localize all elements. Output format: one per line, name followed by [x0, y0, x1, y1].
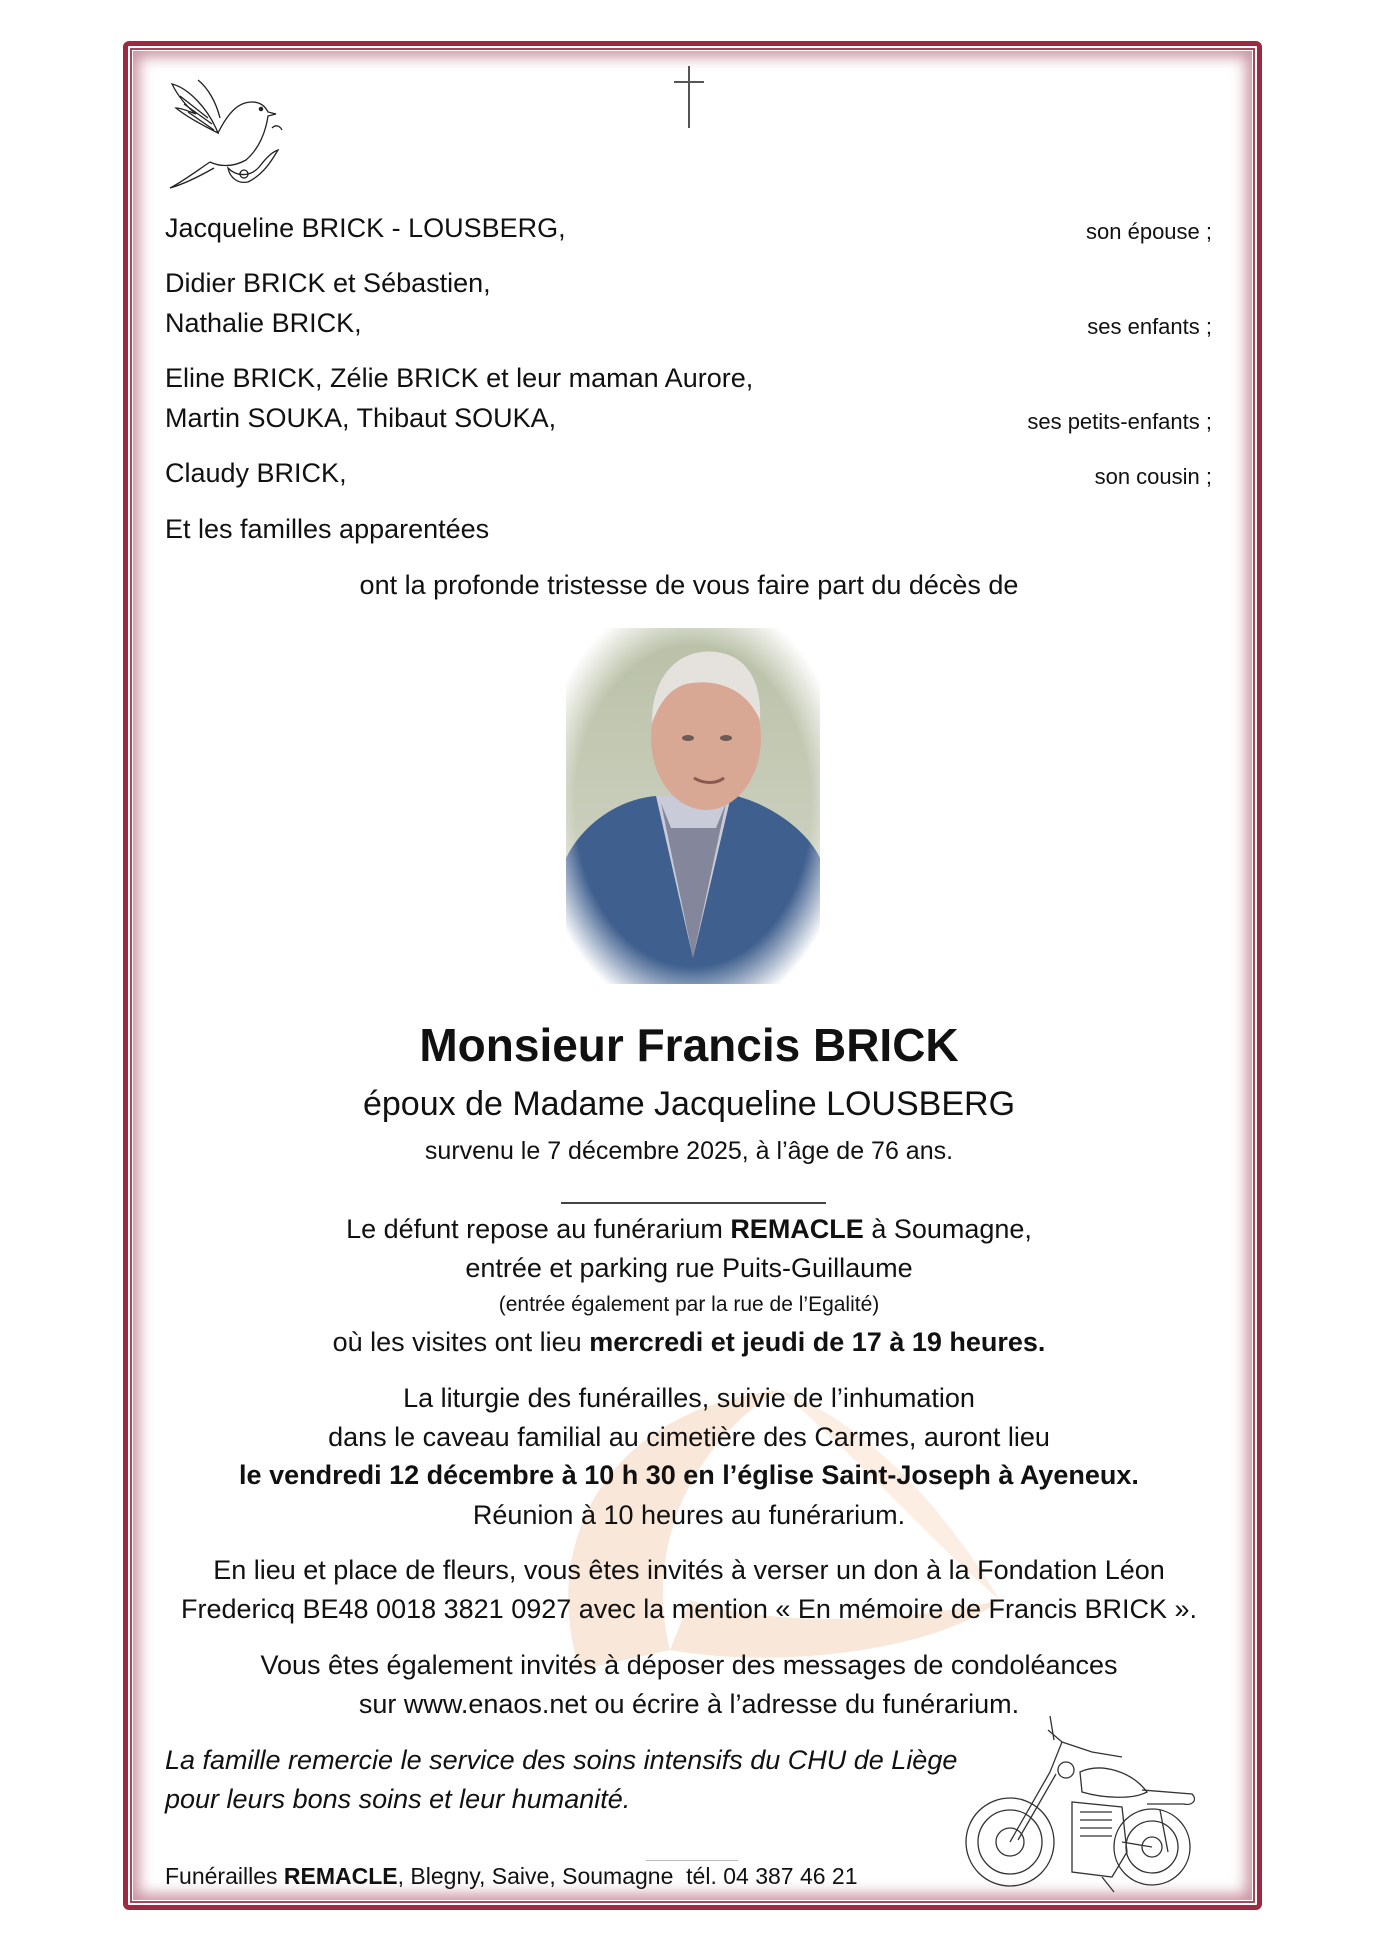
family-name: Nathalie BRICK, — [165, 308, 362, 338]
family-role: son cousin ; — [1094, 464, 1212, 489]
donation-line: En lieu et place de fleurs, vous êtes invités à verser un don à la Fondation Léon — [213, 1555, 1165, 1585]
funeral-line: dans le caveau familial au cimetière des Carmes, auront lieu — [328, 1422, 1050, 1452]
funeral-home-name: REMACLE — [730, 1214, 864, 1244]
visitation-hours — [0, 1327, 1378, 1358]
visitation-line — [0, 1214, 1378, 1245]
family-role: ses enfants ; — [1087, 314, 1212, 339]
bird-icon — [168, 78, 286, 190]
footer-company: REMACLE — [283, 1863, 398, 1889]
motorcycle-icon — [962, 1712, 1202, 1894]
visitation-text: Le défunt repose au funérarium — [346, 1214, 731, 1244]
family-name: Martin SOUKA, Thibaut SOUKA, — [165, 403, 557, 433]
footer-text: Funérailles — [165, 1863, 284, 1889]
deceased-spouse: époux de Madame Jacqueline LOUSBERG — [362, 1085, 1016, 1123]
donation-line: Fredericq BE48 0018 3821 0927 avec la mention « En mémoire de Francis BRICK ». — [180, 1594, 1198, 1624]
family-name: Jacqueline BRICK - LOUSBERG, — [165, 213, 566, 243]
visitation-text: à Soumagne, — [863, 1214, 1032, 1244]
thanks-line: pour leurs bons soins et leur humanité. — [165, 1784, 631, 1814]
visitation-text: où les visites ont lieu — [332, 1327, 590, 1357]
funeral-meeting: Réunion à 10 heures au funérarium. — [472, 1500, 906, 1530]
family-name: Claudy BRICK, — [165, 458, 347, 488]
funeral-line: La liturgie des funérailles, suivie de l’inhumation — [403, 1383, 975, 1413]
deceased-photo — [566, 628, 820, 984]
visitation-schedule: mercredi et jeudi de 17 à 19 heures. — [589, 1327, 1046, 1357]
visitation-alt-entrance: (entrée également par la rue de l’Egalité) — [498, 1293, 880, 1316]
cross-icon — [672, 64, 708, 130]
family-name: Eline BRICK, Zélie BRICK et leur maman Aurore, — [165, 363, 754, 393]
visitation-entrance: entrée et parking rue Puits-Guillaume — [465, 1253, 913, 1283]
footer-divider — [646, 1860, 738, 1861]
condolences-line: Vous êtes également invités à déposer des messages de condoléances — [260, 1650, 1118, 1680]
deceased-death-date: survenu le 7 décembre 2025, à l’âge de 76 ans. — [424, 1137, 954, 1165]
thanks-line: La famille remercie le service des soins intensifs du CHU de Liège — [165, 1745, 958, 1775]
family-closing: Et les familles apparentées — [165, 514, 490, 544]
family-name: Didier BRICK et Sébastien, — [165, 268, 491, 298]
funeral-date-location: le vendredi 12 décembre à 10 h 30 en l’église Saint-Joseph à Ayeneux. — [239, 1460, 1139, 1490]
family-role: ses petits-enfants ; — [1027, 409, 1212, 434]
section-divider — [561, 1202, 826, 1204]
footer — [165, 1863, 858, 1890]
family-role: son épouse ; — [1086, 219, 1212, 244]
deceased-name: Monsieur Francis BRICK — [419, 1019, 959, 1071]
footer-contact: , Blegny, Saive, Soumagne tél. 04 387 46 21 — [397, 1863, 858, 1889]
announcement-intro: ont la profonde tristesse de vous faire part du décès de — [359, 570, 1019, 600]
condolences-line: sur www.enaos.net ou écrire à l’adresse du funérarium. — [358, 1689, 1020, 1719]
